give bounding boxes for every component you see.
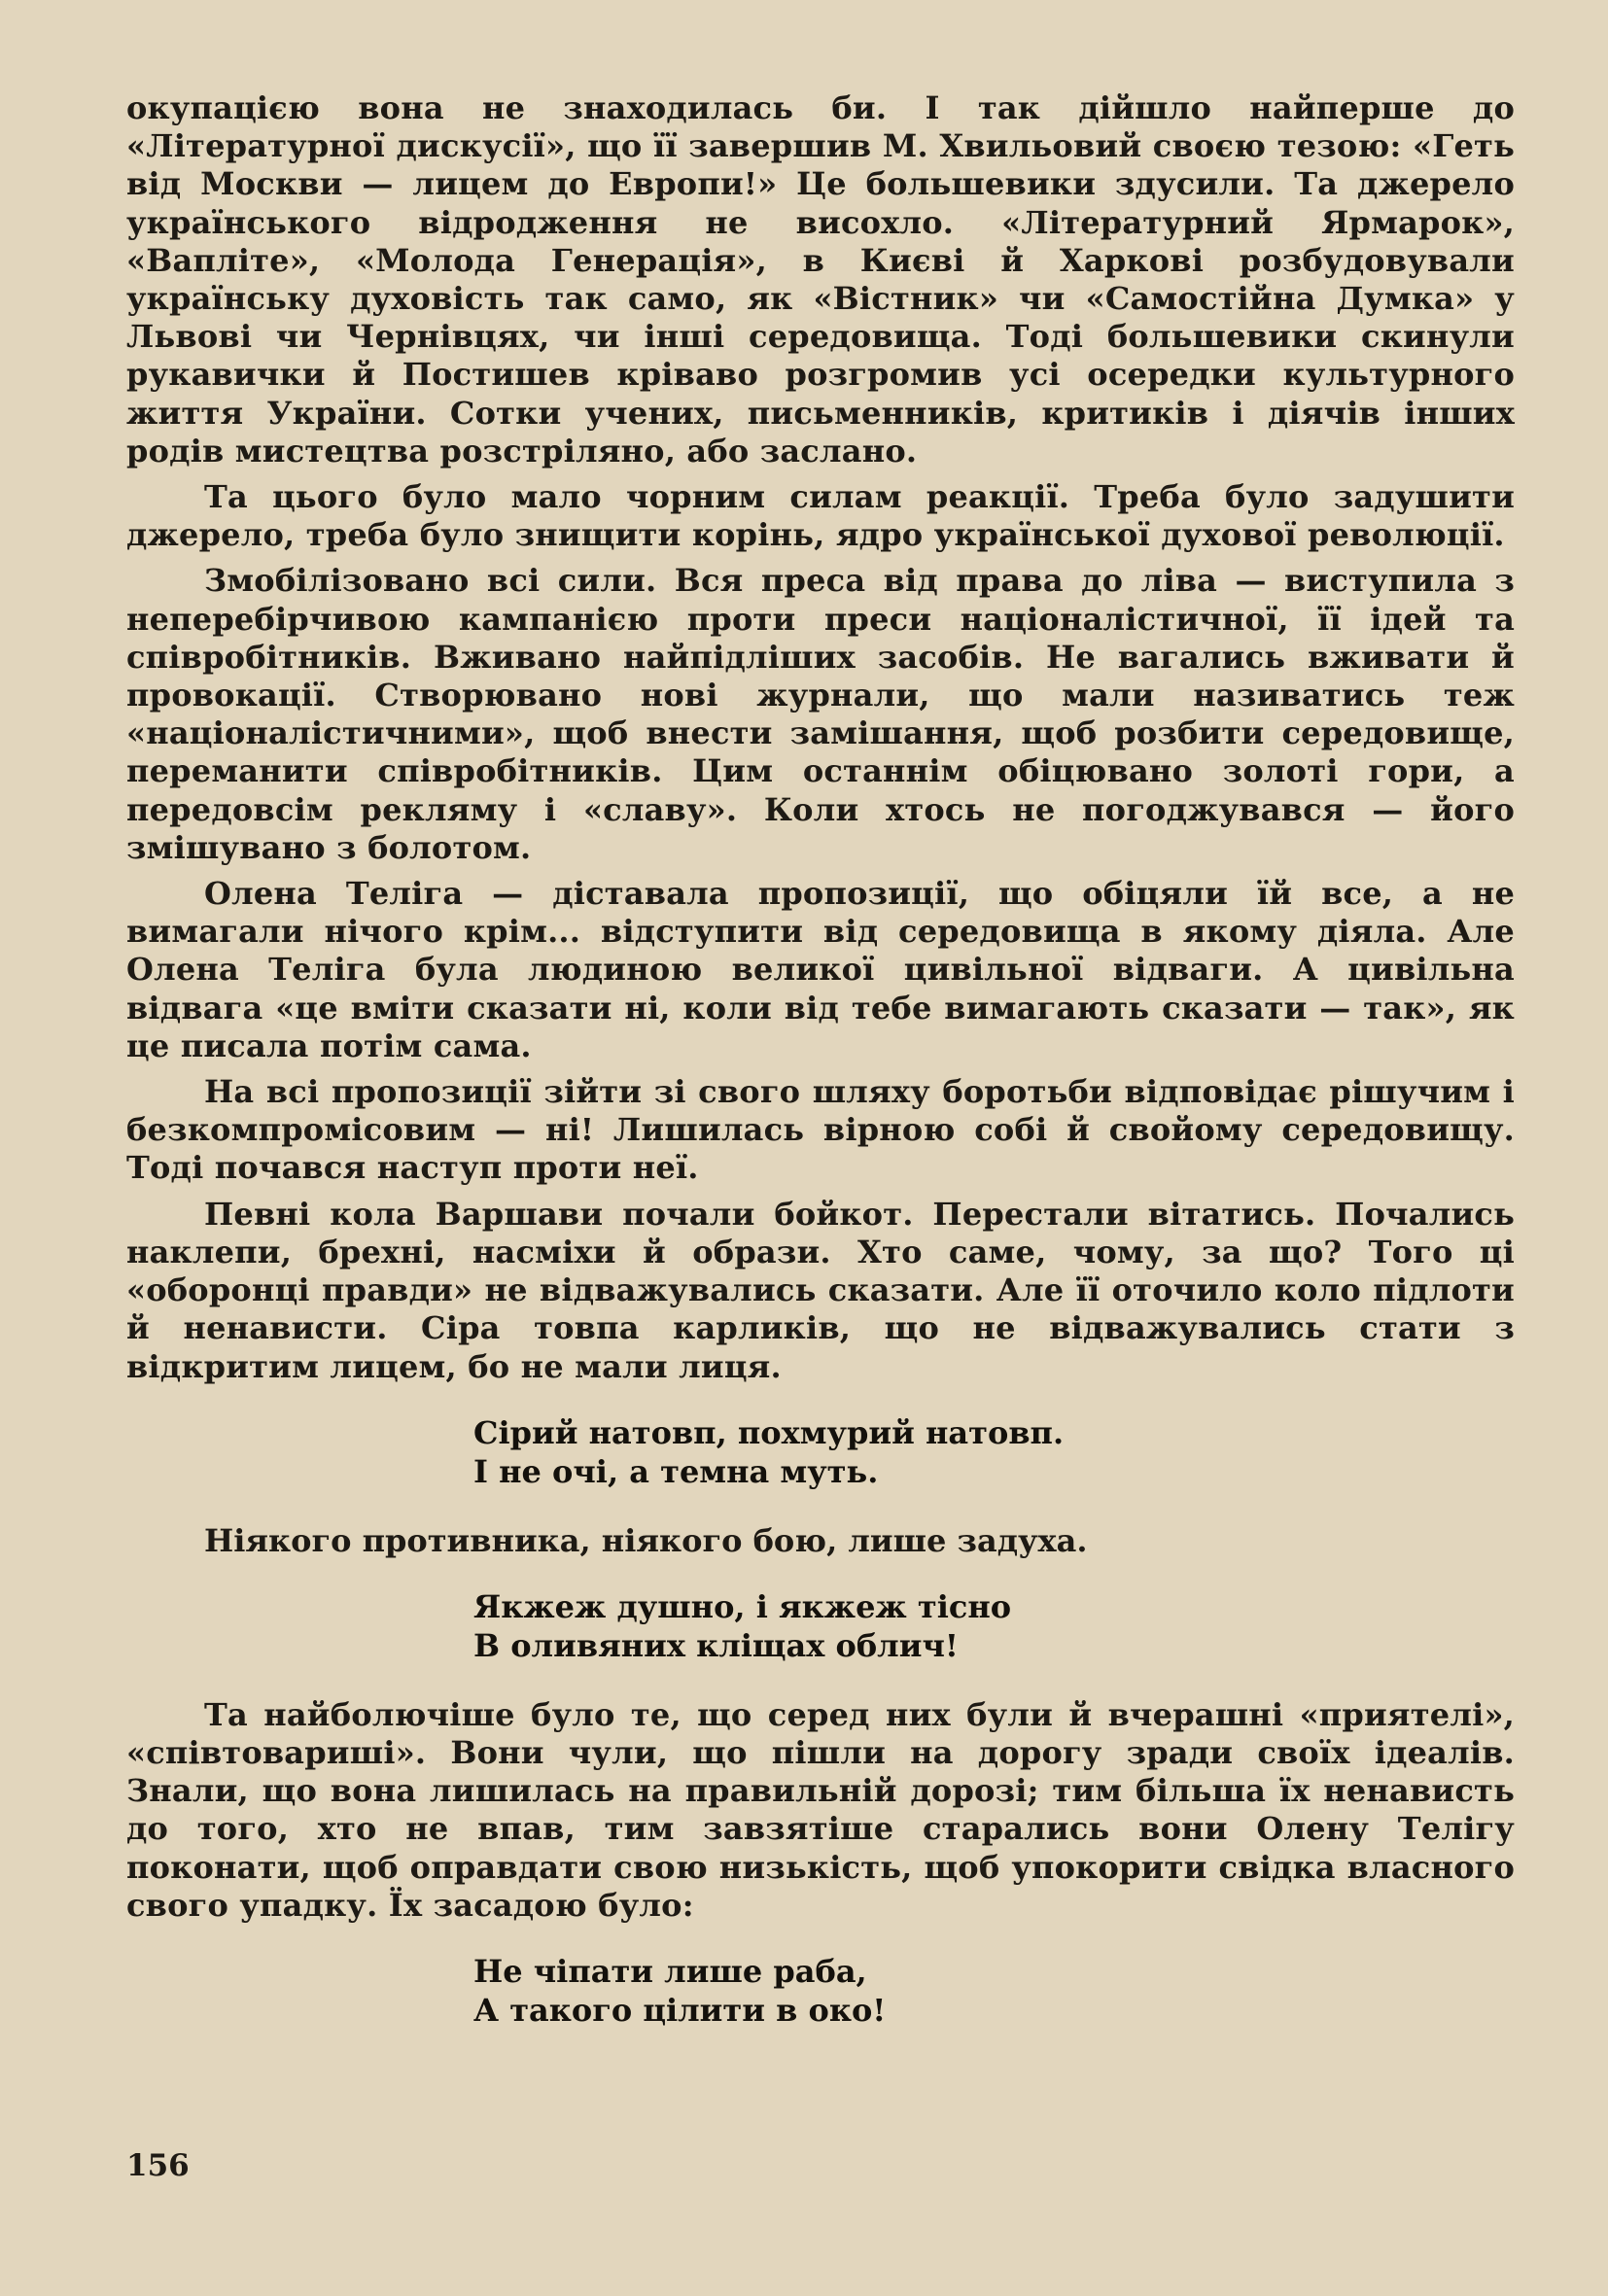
poem-quote-3 (473, 1952, 1515, 2030)
main-text (126, 89, 1515, 2061)
paragraph-5: На всі пропозиції зійти зі свого шляху боротьби відповідає рішучим і безкомпромісовим — ні! Лишилась вірною собі й свойому середовищу. Тоді почався наступ проти неї. (126, 1073, 1515, 1187)
poem-quote-2 (473, 1587, 1515, 1665)
single-line-text: Ніякого противника, ніякого бою, лише задуха. (204, 1521, 1088, 1559)
paragraph-1: окупацією вона не знаходилась би. І так дійшло найперше до «Літературної дискусії», що її завершив М. Хвильовий своєю тезою: «Геть від Москви — лицем до Европи!» Це большевики здусили. Та джерело українського відродження не висохло. «Літературний Ярмарок», «Вапліте», «Молода Генерація», в Києві й Харкові розбудовували українську духовість так само, як «Вістник» чи «Самостійна Думка» у Львові чи Чернівцях, чи інші середовища. Тоді большевики скинули рукавички й Постишев кріваво розгромив усі осередки культурного життя України. Сотки учених, письменників, критиків і діячів інших родів мистецтва розстріляно, або заслано. (126, 89, 1515, 470)
paragraph-2: Та цього було мало чорним силам реакції. Треба було задушити джерело, треба було знищити корінь, ядро української духової революції. (126, 478, 1515, 554)
poem-line: Не чіпати лише раба, (473, 1952, 867, 1990)
poem-line: Сірий натовп, похмурий натовп. (473, 1413, 1065, 1451)
poem-line: Якжеж душно, і якжеж тісно (473, 1587, 1012, 1625)
paragraph-7: Та найболючіше було те, що серед них були й вчерашні «приятелі», «спiвтовариші». Вони чули, що пішли на дорогу зради своїх ідеалів. Знали, що вона лишилась на правильній дорозі; тим більша їх ненависть до того, хто не впав, тим завзятіше старались вони Олену Телігу поконати, щоб оправдати свою низькість, щоб упокорити свідка власного свого упадку. Їх засадою було: (126, 1695, 1515, 1924)
poem-line: В оливяних кліщах облич! (473, 1626, 959, 1664)
page-number: 156 (126, 2148, 190, 2183)
paragraph-3: Змобілізовано всі сили. Вся преса від права до ліва — виступила з неперебірчивою кампанією проти преси націоналістичної, її ідей та співробітників. Вживано найпідліших засобів. Не вагались вживати й провокації. Створювано нові журнали, що мали називатись теж «націоналістичними», щоб внести замішання, щоб розбити середовище, переманити співробітників. Цим останнім обіцювано золоті гори, а передовсім рекляму і «славу». Коли хтось не погоджувався — його змішувано з болотом. (126, 562, 1515, 866)
paragraph-4: Олена Теліга — діставала пропозиції, що обіцяли їй все, а не вимагали нічого крім... відступити від середовища в якому діяла. Але Олена Теліга була людиною великої цивільної відваги. А цивільна відвага «це вміти сказати ні, коли від тебе вимагають сказати — так», як це писала потім сама. (126, 875, 1515, 1064)
poem-line: І не очі, а темна муть. (473, 1452, 879, 1490)
paragraph-6: Певні кола Варшави почали бойкот. Перестали вітатись. Почались наклепи, брехні, насміхи й образи. Хто саме, чому, за що? Того ці «оборонці правди» не відважувались сказати. Але її оточило коло підлоти й ненависти. Сіра товпа карликів, що не відважувались стати з відкритим лицем, бо не мали лиця. (126, 1195, 1515, 1385)
poem-line: А такого цілити в око! (473, 1991, 887, 2029)
poem-quote-1 (473, 1413, 1515, 1491)
